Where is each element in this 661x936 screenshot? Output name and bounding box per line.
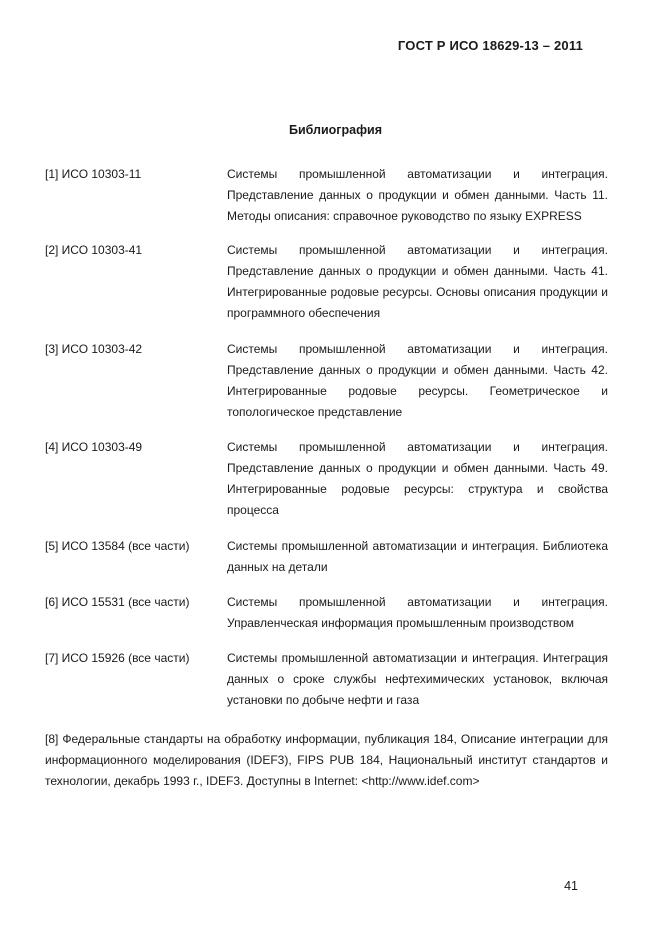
reference-description: Системы промышленной автоматизации и интеграция. Интеграция данных о сроке службы нефтехимических установок, включая установки по добыче нефти и газа: [227, 651, 608, 707]
reference-entry-4: [45, 437, 608, 521]
page-number: 41: [564, 879, 578, 893]
reference-description: Системы промышленной автоматизации и интеграция. Представление данных о продукции и обмен данными. Часть 49. Интегрированные родовые ресурсы: структура и свойства процесса: [227, 440, 608, 517]
reference-code: [4] ИСО 10303-49: [45, 440, 143, 454]
page-title: Библиография: [288, 123, 383, 137]
reference-entry-3: [45, 339, 608, 423]
reference-code: [1] ИСО 10303-11: [45, 167, 142, 181]
reference-entry-2: [45, 240, 608, 324]
standard-header: ГОСТ Р ИСО 18629-13 – 2011: [397, 38, 583, 53]
reference-description: Системы промышленной автоматизации и интеграция. Представление данных о продукции и обмен данными. Часть 42. Интегрированные родовые ресурсы. Геометрическое и топологическое представление: [227, 342, 608, 419]
reference-code: [2] ИСО 10303-41: [45, 243, 143, 257]
reference-description: Системы промышленной автоматизации и интеграция. Библиотека данных на детали: [227, 539, 608, 574]
reference-entry-7: [45, 648, 608, 711]
reference-entry-6: [45, 592, 608, 634]
reference-description: Системы промышленной автоматизации и интеграция. Представление данных о продукции и обмен данными. Часть 11. Методы описания: справочное руководство по языку EXPRESS: [227, 167, 608, 223]
reference-description: Системы промышленной автоматизации и интеграция. Управленческая информация промышленным производством: [227, 595, 608, 630]
reference-code: [5] ИСО 13584 (все части): [45, 539, 190, 553]
reference-code: [3] ИСО 10303-42: [45, 342, 143, 356]
reference-entry-1: [45, 164, 608, 227]
reference-entry-5: [45, 536, 608, 578]
reference-entry-8: [8] Федеральные стандарты на обработку информации, публикация 184, Описание интеграции для информационного моделирования (IDEF3), FIPS PUB 184, Национальный институт стандартов и технологии, декабрь 1993 г., IDEF3. Доступны в Internet: <http://www.idef.com>: [45, 732, 608, 788]
reference-code: [6] ИСО 15531 (все части): [45, 595, 190, 609]
reference-description: Системы промышленной автоматизации и интеграция. Представление данных о продукции и обмен данными. Часть 41. Интегрированные родовые ресурсы. Основы описания продукции и программного обеспечения: [227, 243, 608, 320]
reference-code: [7] ИСО 15926 (все части): [45, 651, 190, 665]
